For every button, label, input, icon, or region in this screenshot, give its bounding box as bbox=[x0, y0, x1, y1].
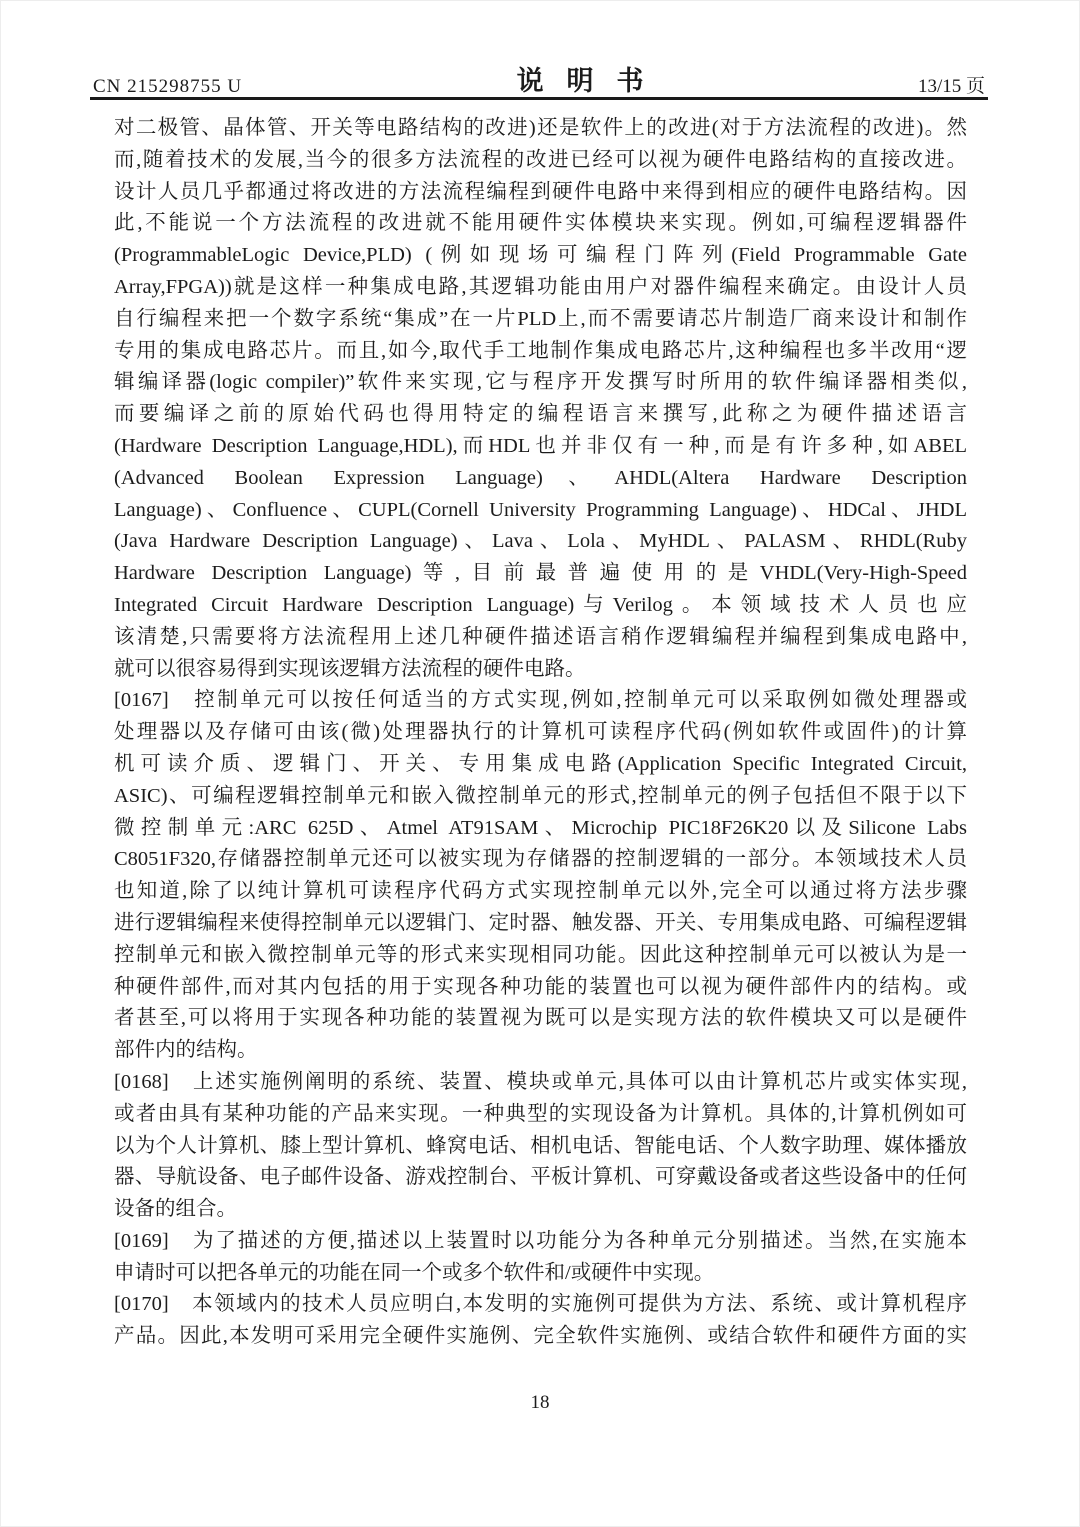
text-line: (ProgrammableLogic Device,PLD) (例如现场可编程门阵列(Field Programmable Gate bbox=[114, 244, 967, 267]
text-line: 器、导航设备、电子邮件设备、游戏控制台、平板计算机、可穿戴设备或者这些设备中的任何 bbox=[114, 1166, 967, 1189]
page-header bbox=[93, 66, 985, 98]
page-number: 18 bbox=[530, 1392, 550, 1413]
text-line: (Java Hardware Description Language)、Lava、Lola、MyHDL、PALASM、RHDL(Ruby bbox=[114, 530, 967, 553]
text-line: 申请时可以把各单元的功能在同一个或多个软件和/或硬件中实现。 bbox=[114, 1261, 715, 1284]
text-line: 也知道,除了以纯计算机可读程序代码方式实现控制单元以外,完全可以通过将方法步骤 bbox=[114, 880, 967, 903]
text-line: 机可读介质、逻辑门、开关、专用集成电路(Application Specific Integrated Circuit, bbox=[114, 752, 967, 775]
text-line: [0169] 为了描述的方便,描述以上装置时以功能分为各种单元分别描述。当然,在实施本 bbox=[114, 1229, 967, 1252]
publication-number: CN 215298755 U bbox=[93, 76, 243, 97]
text-line: 微控制单元:ARC 625D、Atmel AT91SAM、Microchip PIC18F26K20以及Silicone Labs bbox=[114, 816, 967, 839]
text-line: [0168] 上述实施例阐明的系统、装置、模块或单元,具体可以由计算机芯片或实体实现, bbox=[114, 1070, 967, 1093]
text-line: [0167] 控制单元可以按任何适当的方式实现,例如,控制单元可以采取例如微处理器或 bbox=[114, 689, 967, 712]
text-line: [0170] 本领域内的技术人员应明白,本发明的实施例可提供为方法、系统、或计算机程序 bbox=[114, 1293, 967, 1316]
text-line: 部件内的结构。 bbox=[114, 1039, 258, 1062]
text-line: 控制单元和嵌入微控制单元等的形式来实现相同功能。因此这种控制单元可以被认为是一 bbox=[114, 943, 967, 966]
text-line: 而要编译之前的原始代码也得用特定的编程语言来撰写,此称之为硬件描述语言 bbox=[114, 403, 967, 426]
page-footer bbox=[0, 1392, 1080, 1414]
text-line: Hardware Description Language)等,目前最普遍使用的是VHDL(Very-High-Speed bbox=[114, 562, 967, 585]
sheet-page-indicator: 13/15 页 bbox=[917, 76, 985, 97]
text-line: 专用的集成电路芯片。而且,如今,取代手工地制作集成电路芯片,这种编程也多半改用“逻 bbox=[114, 339, 967, 362]
text-line: 进行逻辑编程来使得控制单元以逻辑门、定时器、触发器、开关、专用集成电路、可编程逻辑 bbox=[114, 911, 967, 934]
header-rule bbox=[90, 97, 988, 100]
text-line: 以为个人计算机、膝上型计算机、蜂窝电话、相机电话、智能电话、个人数字助理、媒体播放 bbox=[114, 1134, 967, 1157]
text-line: 种硬件部件,而对其内包括的用于实现各种功能的装置也可以视为硬件部件内的结构。或 bbox=[114, 975, 967, 998]
text-line: 辑编译器(logic compiler)”软件来实现,它与程序开发撰写时所用的软件编译器相类似, bbox=[114, 371, 967, 394]
text-line: 该清楚,只需要将方法流程用上述几种硬件描述语言稍作逻辑编程并编程到集成电路中, bbox=[114, 625, 967, 648]
text-line: (Hardware Description Language,HDL),而HDL也并非仅有一种,而是有许多种,如ABEL bbox=[114, 434, 967, 457]
text-line: ASIC)、可编程逻辑控制单元和嵌入微控制单元的形式,控制单元的例子包括但不限于以下 bbox=[114, 784, 967, 807]
specification-body bbox=[114, 113, 967, 1353]
text-line: Array,FPGA))就是这样一种集成电路,其逻辑功能由用户对器件编程来确定。由设计人员 bbox=[114, 275, 967, 298]
text-line: Language)、Confluence、CUPL(Cornell University Programming Language)、HDCal、JHDL bbox=[114, 498, 967, 521]
text-line: (Advanced Boolean Expression Language)、AHDL(Altera Hardware Description bbox=[114, 466, 967, 489]
text-line: 而,随着技术的发展,当今的很多方法流程的改进已经可以视为硬件电路结构的直接改进。 bbox=[114, 148, 967, 171]
text-line: 或者由具有某种功能的产品来实现。一种典型的实现设备为计算机。具体的,计算机例如可 bbox=[114, 1102, 967, 1125]
text-line: 自行编程来把一个数字系统“集成”在一片PLD上,而不需要请芯片制造厂商来设计和制作 bbox=[114, 307, 967, 330]
text-line: 就可以很容易得到实现该逻辑方法流程的硬件电路。 bbox=[114, 657, 586, 680]
text-line: 此,不能说一个方法流程的改进就不能用硬件实体模块来实现。例如,可编程逻辑器件 bbox=[114, 212, 967, 235]
text-line: C8051F320,存储器控制单元还可以被实现为存储器的控制逻辑的一部分。本领域技术人员 bbox=[114, 848, 967, 871]
text-line: 设备的组合。 bbox=[114, 1198, 237, 1221]
text-line: 设计人员几乎都通过将改进的方法流程编程到硬件电路中来得到相应的硬件电路结构。因 bbox=[114, 180, 967, 203]
text-line: Integrated Circuit Hardware Description Language)与Verilog。本领域技术人员也应 bbox=[114, 593, 967, 616]
text-line: 对二极管、晶体管、开关等电路结构的改进)还是软件上的改进(对于方法流程的改进)。然 bbox=[114, 117, 967, 139]
text-line: 者甚至,可以将用于实现各种功能的装置视为既可以是实现方法的软件模块又可以是硬件 bbox=[114, 1007, 967, 1030]
text-line: 处理器以及存储可由该(微)处理器执行的计算机可读程序代码(例如软件或固件)的计算 bbox=[114, 721, 967, 744]
text-line: 产品。因此,本发明可采用完全硬件实施例、完全软件实施例、或结合软件和硬件方面的实 bbox=[114, 1325, 967, 1348]
document-title: 说明书 bbox=[516, 66, 667, 96]
